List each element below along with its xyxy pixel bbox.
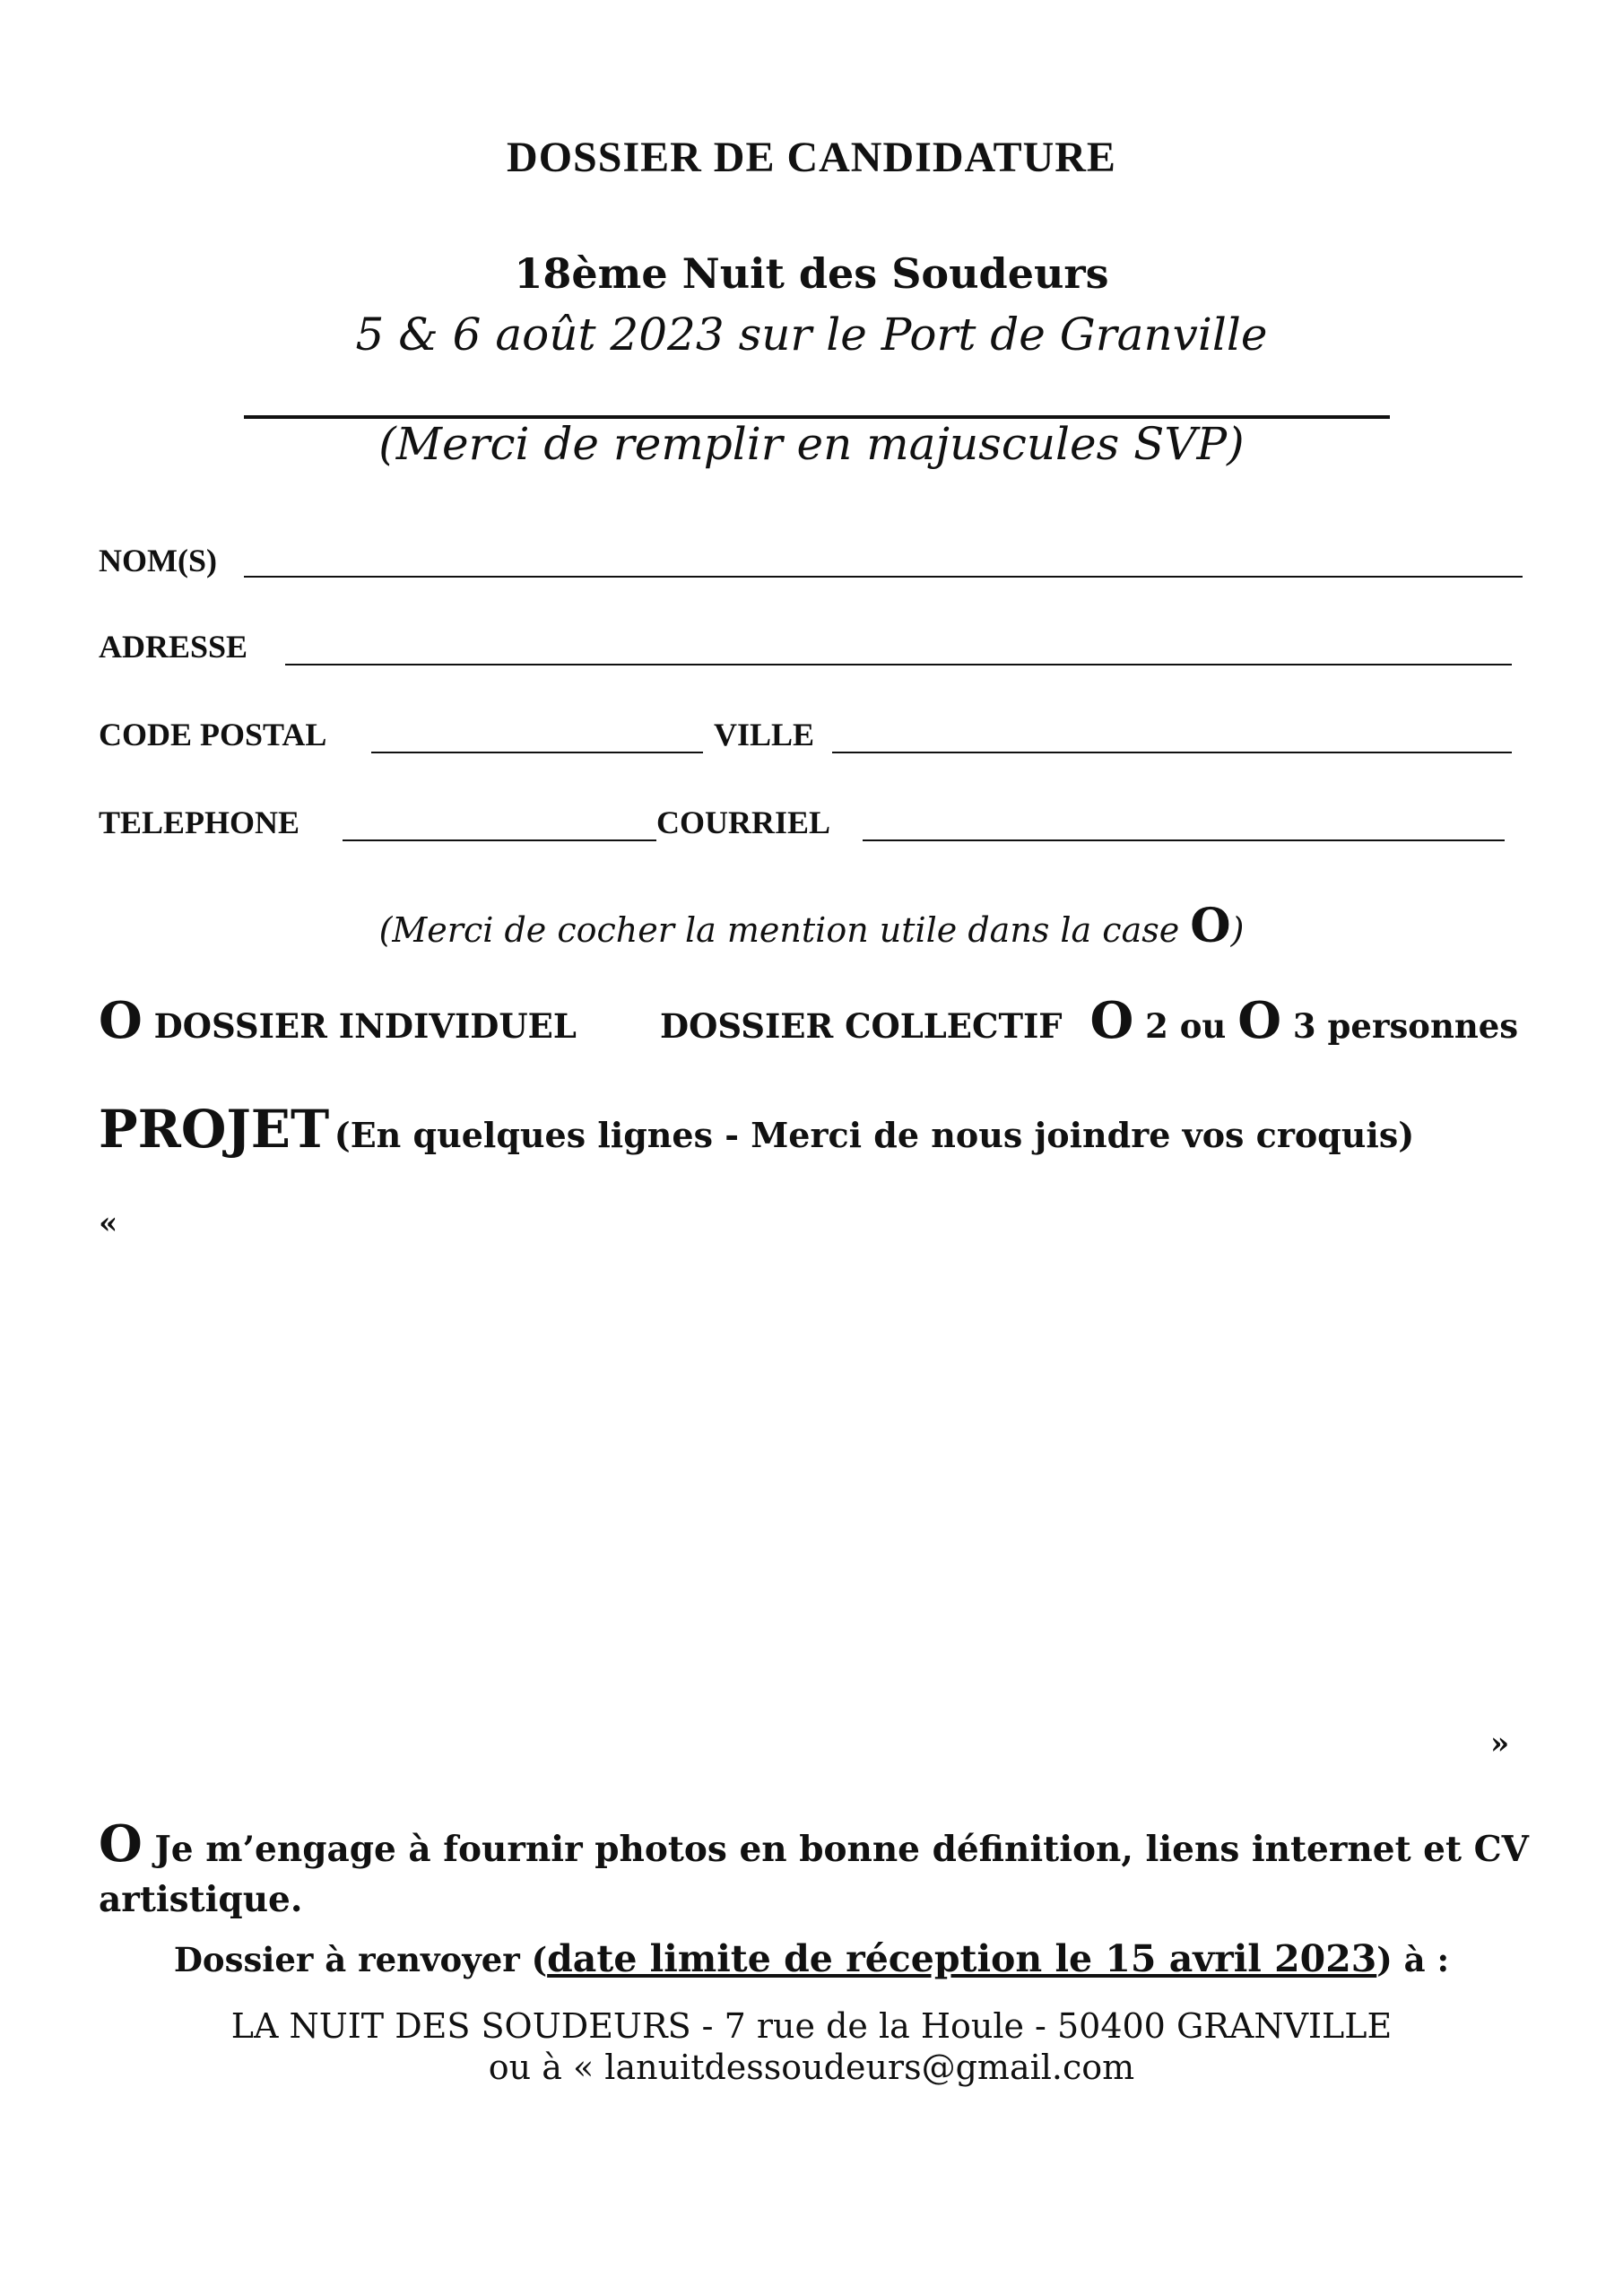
checkbox-engagement[interactable]: O bbox=[99, 1814, 143, 1874]
three-persons-label: 3 personnes bbox=[1292, 1006, 1519, 1046]
ville-label: VILLE bbox=[714, 717, 815, 752]
projet-text-area[interactable] bbox=[99, 1256, 1524, 1704]
collectif-label: DOSSIER COLLECTIF bbox=[660, 1006, 1063, 1046]
fill-instruction: (Merci de remplir en majuscules SVP) bbox=[378, 418, 1245, 470]
event-dates: 5 & 6 août 2023 sur le Port de Granville bbox=[355, 309, 1268, 361]
nom-field[interactable] bbox=[244, 576, 1523, 578]
return-address: LA NUIT DES SOUDEURS - 7 rue de la Houle - 50400 GRANVILLE bbox=[230, 2006, 1393, 2046]
return-email: ou à « lanuitdessoudeurs@gmail.com bbox=[488, 2048, 1135, 2087]
event-edition: 18ème Nuit des Soudeurs bbox=[514, 249, 1109, 298]
engagement-text: Je m’engage à fournir photos en bonne définition, liens internet et CV artistique. bbox=[99, 1829, 1529, 1920]
two-persons-label: 2 ou bbox=[1145, 1006, 1227, 1046]
option-collectif bbox=[660, 991, 1518, 1050]
individuel-label: DOSSIER INDIVIDUEL bbox=[153, 1006, 577, 1046]
code-postal-field[interactable] bbox=[371, 752, 703, 753]
projet-heading bbox=[99, 1099, 1414, 1160]
projet-title: PROJET bbox=[99, 1099, 330, 1160]
return-prefix: Dossier à renvoyer ( bbox=[173, 1940, 548, 1979]
telephone-field[interactable] bbox=[343, 839, 656, 841]
checkbox-individuel[interactable]: O bbox=[99, 991, 143, 1050]
checkbox-two-persons[interactable]: O bbox=[1089, 991, 1134, 1050]
projet-note: (En quelques lignes - Merci de nous joindre vos croquis) bbox=[334, 1115, 1415, 1155]
code-postal-label: CODE POSTAL bbox=[99, 717, 327, 752]
courriel-field[interactable] bbox=[863, 839, 1505, 841]
checkbox-three-persons[interactable]: O bbox=[1237, 991, 1282, 1050]
courriel-label: COURRIEL bbox=[656, 804, 831, 840]
adresse-label: ADRESSE bbox=[99, 629, 248, 665]
return-address-block bbox=[0, 2005, 1623, 2088]
return-deadline: date limite de réception le 15 avril 2023 bbox=[547, 1937, 1377, 1980]
option-individuel bbox=[99, 991, 577, 1050]
check-instruction bbox=[0, 899, 1623, 953]
open-quote: « bbox=[99, 1205, 118, 1241]
telephone-label: TELEPHONE bbox=[99, 804, 300, 840]
nom-label: NOM(S) bbox=[99, 543, 217, 578]
adresse-field[interactable] bbox=[285, 664, 1512, 665]
engagement bbox=[99, 1814, 1551, 1925]
check-instruction-close: ) bbox=[1230, 910, 1245, 950]
close-quote: » bbox=[1490, 1726, 1510, 1761]
return-instruction bbox=[0, 1937, 1623, 1980]
document-title: DOSSIER DE CANDIDATURE bbox=[507, 134, 1116, 181]
check-instruction-text: (Merci de cocher la mention utile dans la case bbox=[378, 910, 1191, 950]
checkbox-symbol: O bbox=[1190, 899, 1231, 953]
return-suffix: ) à : bbox=[1376, 1940, 1450, 1979]
ville-field[interactable] bbox=[832, 752, 1512, 753]
